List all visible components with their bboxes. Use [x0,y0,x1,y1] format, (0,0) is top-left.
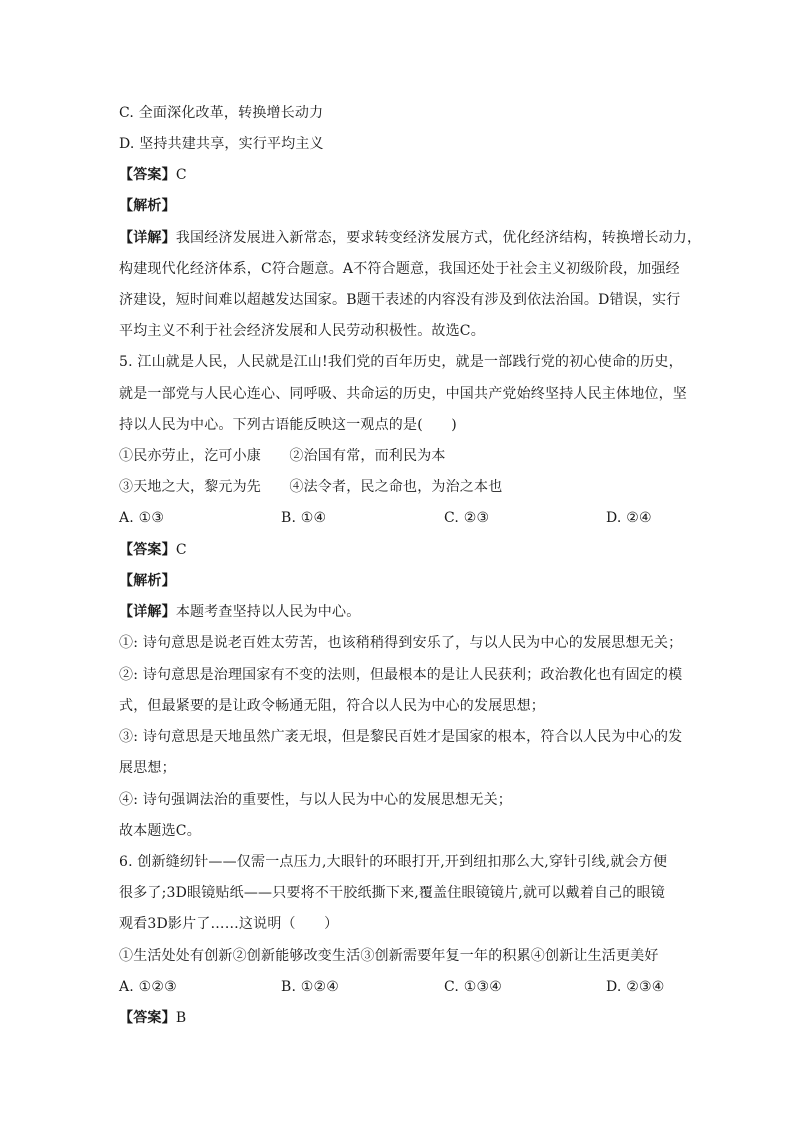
q5-statements-row: ①民亦劳止，汔可小康 ②治国有常，而利民为本 [119,448,446,464]
answer-value: C [175,167,187,183]
q6-stem-line: 很多了;3D眼镜贴纸——只要将不干胶纸撕下来,覆盖住眼镜镜片,就可以戴着自己的眼镜 [119,885,665,901]
answer-tag: 【答案】 [119,542,176,558]
q5-analysis-tag: 【解析】 [119,573,176,589]
q5-detail-line: 展思想； [119,760,176,776]
q4-option-d: D. 坚持共建共享，实行平均主义 [119,136,324,152]
q6-statements: ①生活处处有创新②创新能够改变生活③创新需要年复一年的积累④创新让生活更美好 [119,948,659,964]
answer-tag: 【答案】 [119,167,176,183]
q6-stem-line: 6. 创新缝纫针——仅需一点压力,大眼针的环眼打开,开到纽扣那么大,穿针引线,就会方便 [119,854,668,870]
option-d: D. ②③④ [606,979,665,995]
q5-options-row [119,508,679,528]
q4-option-c: C. 全面深化改革，转换增长动力 [119,105,324,121]
q5-detail-line: ③: 诗句意思是天地虽然广袤无垠，但是黎民百姓才是国家的根本，符合以人民为中心的发 [119,729,683,745]
answer-tag: 【答案】 [119,1010,176,1026]
q5-detail-intro: 【详解】本题考查坚持以人民为中心。 [119,604,361,620]
detail-tag: 【详解】 [119,604,176,620]
answer-value: C [175,542,187,558]
q6-stem-line: 观看3D影片了……这说明（ ） [119,916,339,932]
q5-detail-line: ①: 诗句意思是说老百姓太劳苦，也该稍稍得到安乐了，与以人民为中心的发展思想无关； [119,635,683,651]
q5-detail-line: ④: 诗句强调法治的重要性，与以人民为中心的发展思想无关； [119,792,512,808]
q5-stem-line: 就是一部党与人民心连心、同呼吸、共命运的历史，中国共产党始终坚持人民主体地位，坚 [119,386,687,402]
q5-answer-line [119,540,187,560]
q6-answer-line [119,1008,186,1028]
option-b: B. ①②④ [281,979,340,995]
q4-detail-line: 平均主义不利于社会经济发展和人民劳动积极性。故选C。 [119,323,485,339]
q4-detail-line: 【详解】我国经济发展进入新常态，要求转变经济发展方式，优化经济结构，转换增长动力， [119,230,702,246]
q5-detail-line: 式，但最紧要的是让政令畅通无阻，符合以人民为中心的发展思想； [119,698,545,714]
q4-answer-line [119,165,187,185]
q6-options-row [119,977,679,997]
option-b: B. ①④ [281,510,327,526]
option-c: C. ②③ [444,510,490,526]
q5-statements-row: ③天地之大，黎元为先 ④法令者，民之命也，为治之本也 [119,479,503,495]
answer-value: B [175,1010,187,1026]
option-a: A. ①②③ [119,979,177,995]
detail-tag: 【详解】 [119,230,176,246]
q5-conclusion: 故本题选C。 [119,823,201,839]
option-c: C. ①③④ [444,979,502,995]
q5-stem-line: 持以人民为中心。下列古语能反映这一观点的是( ) [119,417,457,433]
q4-analysis-tag: 【解析】 [119,198,176,214]
q5-detail-line: ②: 诗句意思是治理国家有不变的法则，但最根本的是让人民获利；政治教化也有固定的模 [119,667,683,683]
q5-stem-line: 5. 江山就是人民，人民就是江山!我们党的百年历史，就是一部践行党的初心使命的历史， [119,354,683,370]
option-a: A. ①③ [119,510,165,526]
q4-detail-line: 构建现代化经济体系，C符合题意。A不符合题意，我国还处于社会主义初级阶段，加强经 [119,261,680,277]
option-d: D. ②④ [606,510,652,526]
q4-detail-line: 济建设，短时间难以超越发达国家。B题干表述的内容没有涉及到依法治国。D错误，实行 [119,292,681,308]
